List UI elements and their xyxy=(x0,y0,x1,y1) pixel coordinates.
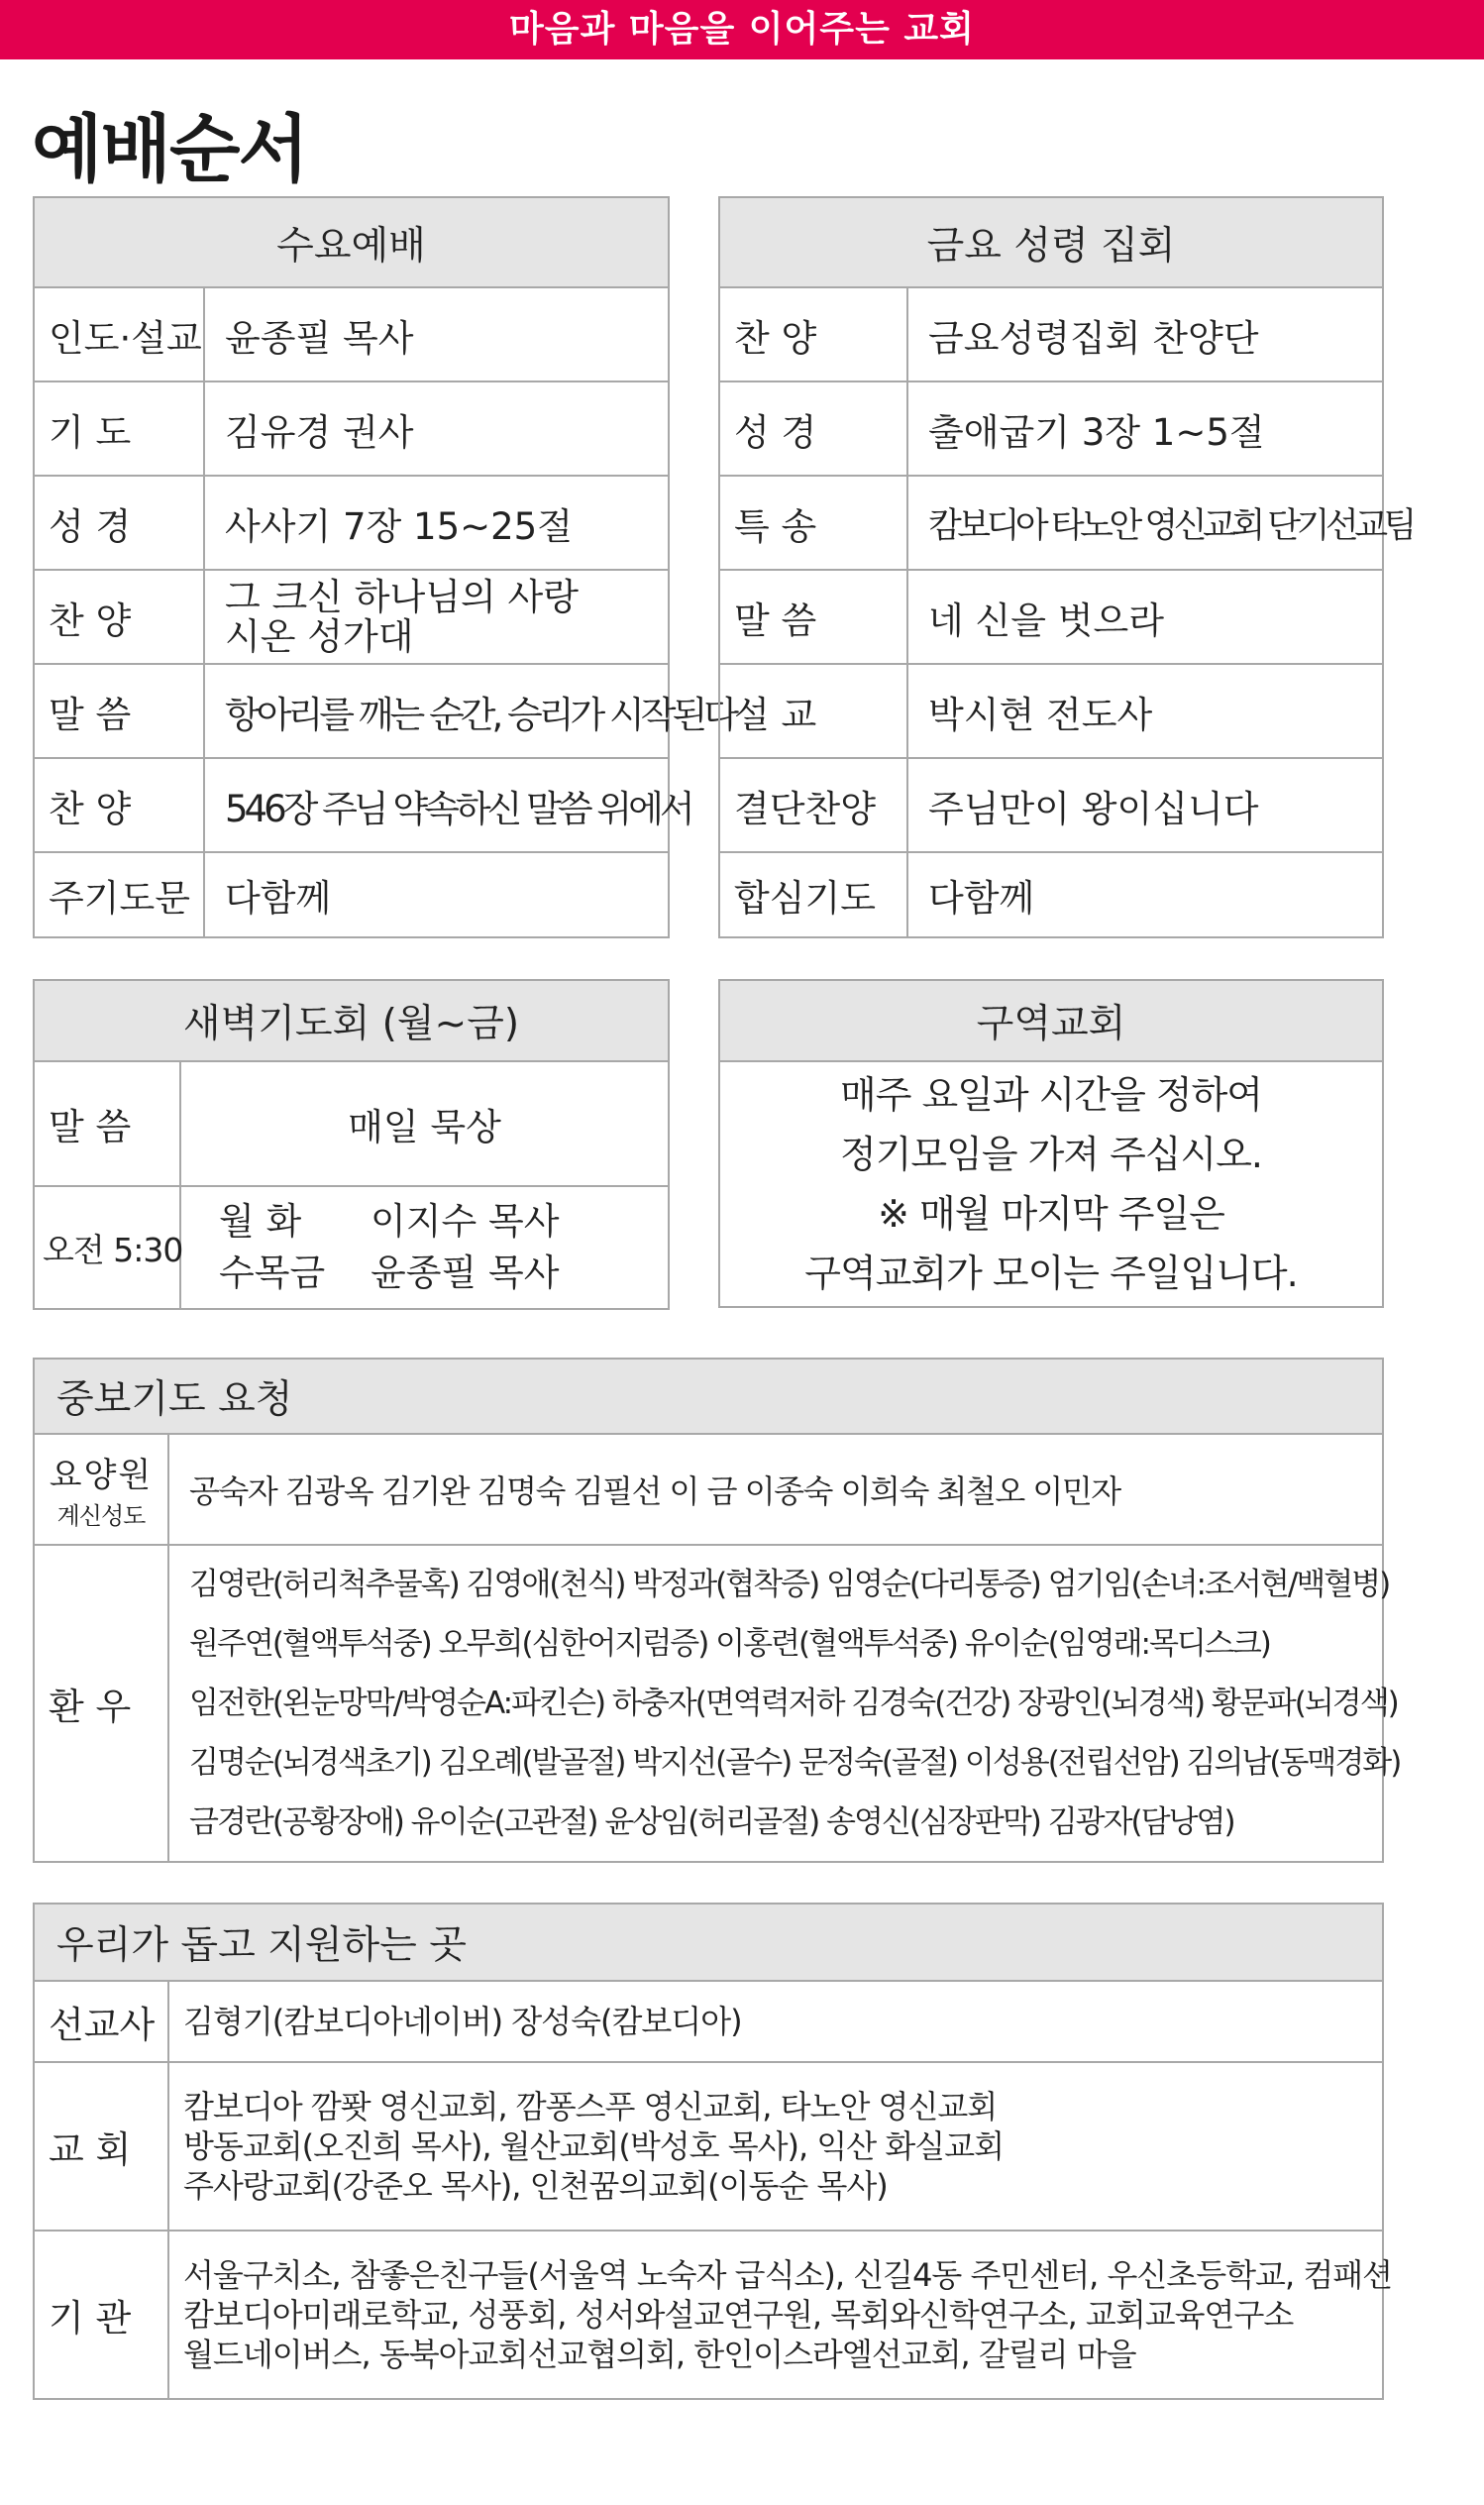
table-row xyxy=(34,1186,669,1309)
row-label: 선교사 xyxy=(34,1981,168,2062)
district-heading: 구역교회 xyxy=(719,980,1383,1061)
table-row xyxy=(719,476,1383,570)
patient-line: 원주연(혈액투석중) 오무희(심한어지럼증) 이홍련(혈액투석중) 유이순(임영래:목디스크) xyxy=(189,1626,1270,1662)
table-row xyxy=(34,758,669,852)
row-value: 윤종필 목사 xyxy=(204,287,669,381)
patient-line: 김영란(허리척추물혹) 김영애(천식) 박정과(협착증) 임영순(다리통증) 엄기임(손녀:조서현/백혈병) xyxy=(189,1567,1390,1602)
row-label: 주기도문 xyxy=(34,852,204,937)
row-label: 성 경 xyxy=(34,476,204,570)
row-label: 말 씀 xyxy=(34,664,204,758)
row-value: 매일 묵상 xyxy=(180,1061,669,1186)
district-note-line: 매주 요일과 시간을 정하여 xyxy=(839,1073,1263,1117)
table-row xyxy=(34,570,669,664)
row-label: 성 경 xyxy=(719,381,907,476)
row-label: 교 회 xyxy=(34,2062,168,2231)
table-row xyxy=(34,2231,1383,2399)
row-value: 다함께 xyxy=(907,852,1383,937)
page-title: 예배순서 xyxy=(32,107,307,192)
dawn-heading: 새벽기도회 (월~금) xyxy=(34,980,669,1061)
row-label: 기 도 xyxy=(49,410,132,454)
row-value: 출애굽기 3장 1~5절 xyxy=(907,381,1383,476)
support-line: 월드네이버스, 동북아교회선교협의회, 한인이스라엘선교회, 갈릴리 마을 xyxy=(183,2336,1136,2373)
prayer-request-table xyxy=(33,1358,1401,1863)
patient-line: 김명순(뇌경색초기) 김오례(발골절) 박지선(골수) 문정숙(골절) 이성용(전립선암) 김의남(동맥경화) xyxy=(189,1745,1401,1781)
wednesday-heading: 수요예배 xyxy=(34,197,669,287)
table-row xyxy=(719,852,1383,937)
table-row xyxy=(34,476,669,570)
prayer-heading: 중보기도 요청 xyxy=(34,1359,1383,1434)
patient-line: 임전한(왼눈망막/박영순A:파킨슨) 하충자(면역력저하 김경숙(건강) 장광인(뇌경색) 황문파(뇌경색) xyxy=(189,1686,1398,1721)
table-row xyxy=(34,1545,1383,1862)
row-label: 합심기도 xyxy=(719,852,907,937)
support-line: 방동교회(오진희 목사), 월산교회(박성호 목사), 익산 화실교회 xyxy=(183,2127,1005,2165)
hymn-title: 그 크신 하나님의 사랑 xyxy=(225,575,579,618)
sermon-title: 항아리를 깨는 순간, 승리가 시작된다 xyxy=(204,664,669,758)
row-label: 찬 양 xyxy=(719,287,907,381)
row-value: 사사기 7장 15~25절 xyxy=(204,476,669,570)
row-label: 찬 양 xyxy=(34,570,204,664)
row-label: 기 관 xyxy=(34,2231,168,2399)
row-label: 설 교 xyxy=(719,664,907,758)
special-song: 캄보디아 타노안 영신교회 단기선교팀 xyxy=(907,476,1383,570)
table-row xyxy=(719,758,1383,852)
support-line: 주사랑교회(강준오 목사), 인천꿈의교회(이동순 목사) xyxy=(183,2167,888,2205)
row-value: 네 신을 벗으라 xyxy=(907,570,1383,664)
row-value: 주님만이 왕이십니다 xyxy=(907,758,1383,852)
table-row xyxy=(719,287,1383,381)
row-label: 환 우 xyxy=(34,1545,168,1862)
row-label: 오전 5:30 xyxy=(34,1186,180,1309)
row-value: 금요성령집회 찬양단 xyxy=(907,287,1383,381)
patient-line: 금경란(공황장애) 유이순(고관절) 윤상임(허리골절) 송영신(심장판막) 김광자(담낭염) xyxy=(189,1804,1234,1840)
row-label: 말 씀 xyxy=(34,1061,180,1186)
table-row xyxy=(34,287,669,381)
row-label: 말 씀 xyxy=(719,570,907,664)
district-note-line: 구역교회가 모이는 주일입니다. xyxy=(804,1252,1298,1295)
dawn-prayer-table xyxy=(33,979,670,1310)
table-row xyxy=(34,852,669,937)
row-label: 결단찬양 xyxy=(719,758,907,852)
friday-heading: 금요 성령 집회 xyxy=(719,197,1383,287)
table-row xyxy=(34,2062,1383,2231)
nursing-label: 요양원 xyxy=(49,1456,154,1495)
district-note-line: 정기모임을 가져 주십시오. xyxy=(839,1133,1263,1176)
support-line: 서울구치소, 참좋은친구들(서울역 노숙자 급식소), 신길4동 주민센터, 우신초등학교, 컴패션 xyxy=(183,2256,1393,2294)
row-value: 다함께 xyxy=(204,852,669,937)
table-row xyxy=(34,1434,1383,1545)
wednesday-worship-table xyxy=(33,196,735,938)
nursing-members: 공숙자 김광옥 김기완 김명숙 김필선 이 금 이종숙 이희숙 최철오 이민자 xyxy=(168,1434,1383,1545)
table-row xyxy=(34,1981,1383,2062)
row-value: 김유경 권사 xyxy=(204,381,669,476)
row-label: 찬 양 xyxy=(34,758,204,852)
district-note-line: ※ 매월 마지막 주일은 xyxy=(878,1192,1224,1236)
table-row xyxy=(34,664,669,758)
nursing-sublabel: 계신성도 xyxy=(56,1502,146,1530)
support-line: 캄보디아미래로학교, 성풍회, 성서와설교연구원, 목회와신학연구소, 교회교육연구소 xyxy=(183,2296,1294,2334)
row-value: 546장 주님 약속하신 말씀 위에서 xyxy=(204,758,669,852)
table-row xyxy=(719,381,1383,476)
support-line: 캄보디아 깜퐛 영신교회, 깜퐁스푸 영신교회, 타노안 영신교회 xyxy=(183,2088,998,2125)
row-label: 인도·설교 xyxy=(34,287,204,381)
support-heading: 우리가 돕고 지원하는 곳 xyxy=(34,1904,1383,1981)
table-row xyxy=(34,1061,669,1186)
support-line: 김형기(캄보디아네이버) 장성숙(캄보디아) xyxy=(183,2003,742,2040)
support-table xyxy=(33,1903,1393,2400)
row-label: 특 송 xyxy=(719,476,907,570)
leader-line: 수목금 윤종필 목사 xyxy=(219,1252,560,1294)
row-value: 박시현 전도사 xyxy=(907,664,1383,758)
table-row xyxy=(719,664,1383,758)
choir-name: 시온 성가대 xyxy=(225,614,414,658)
table-row xyxy=(34,381,669,476)
leader-line: 월 화 이지수 목사 xyxy=(219,1200,560,1243)
table-row xyxy=(719,570,1383,664)
friday-assembly-table xyxy=(718,196,1413,938)
district-church-table xyxy=(718,979,1384,1308)
church-banner: 마음과 마음을 이어주는 교회 xyxy=(0,0,1484,59)
